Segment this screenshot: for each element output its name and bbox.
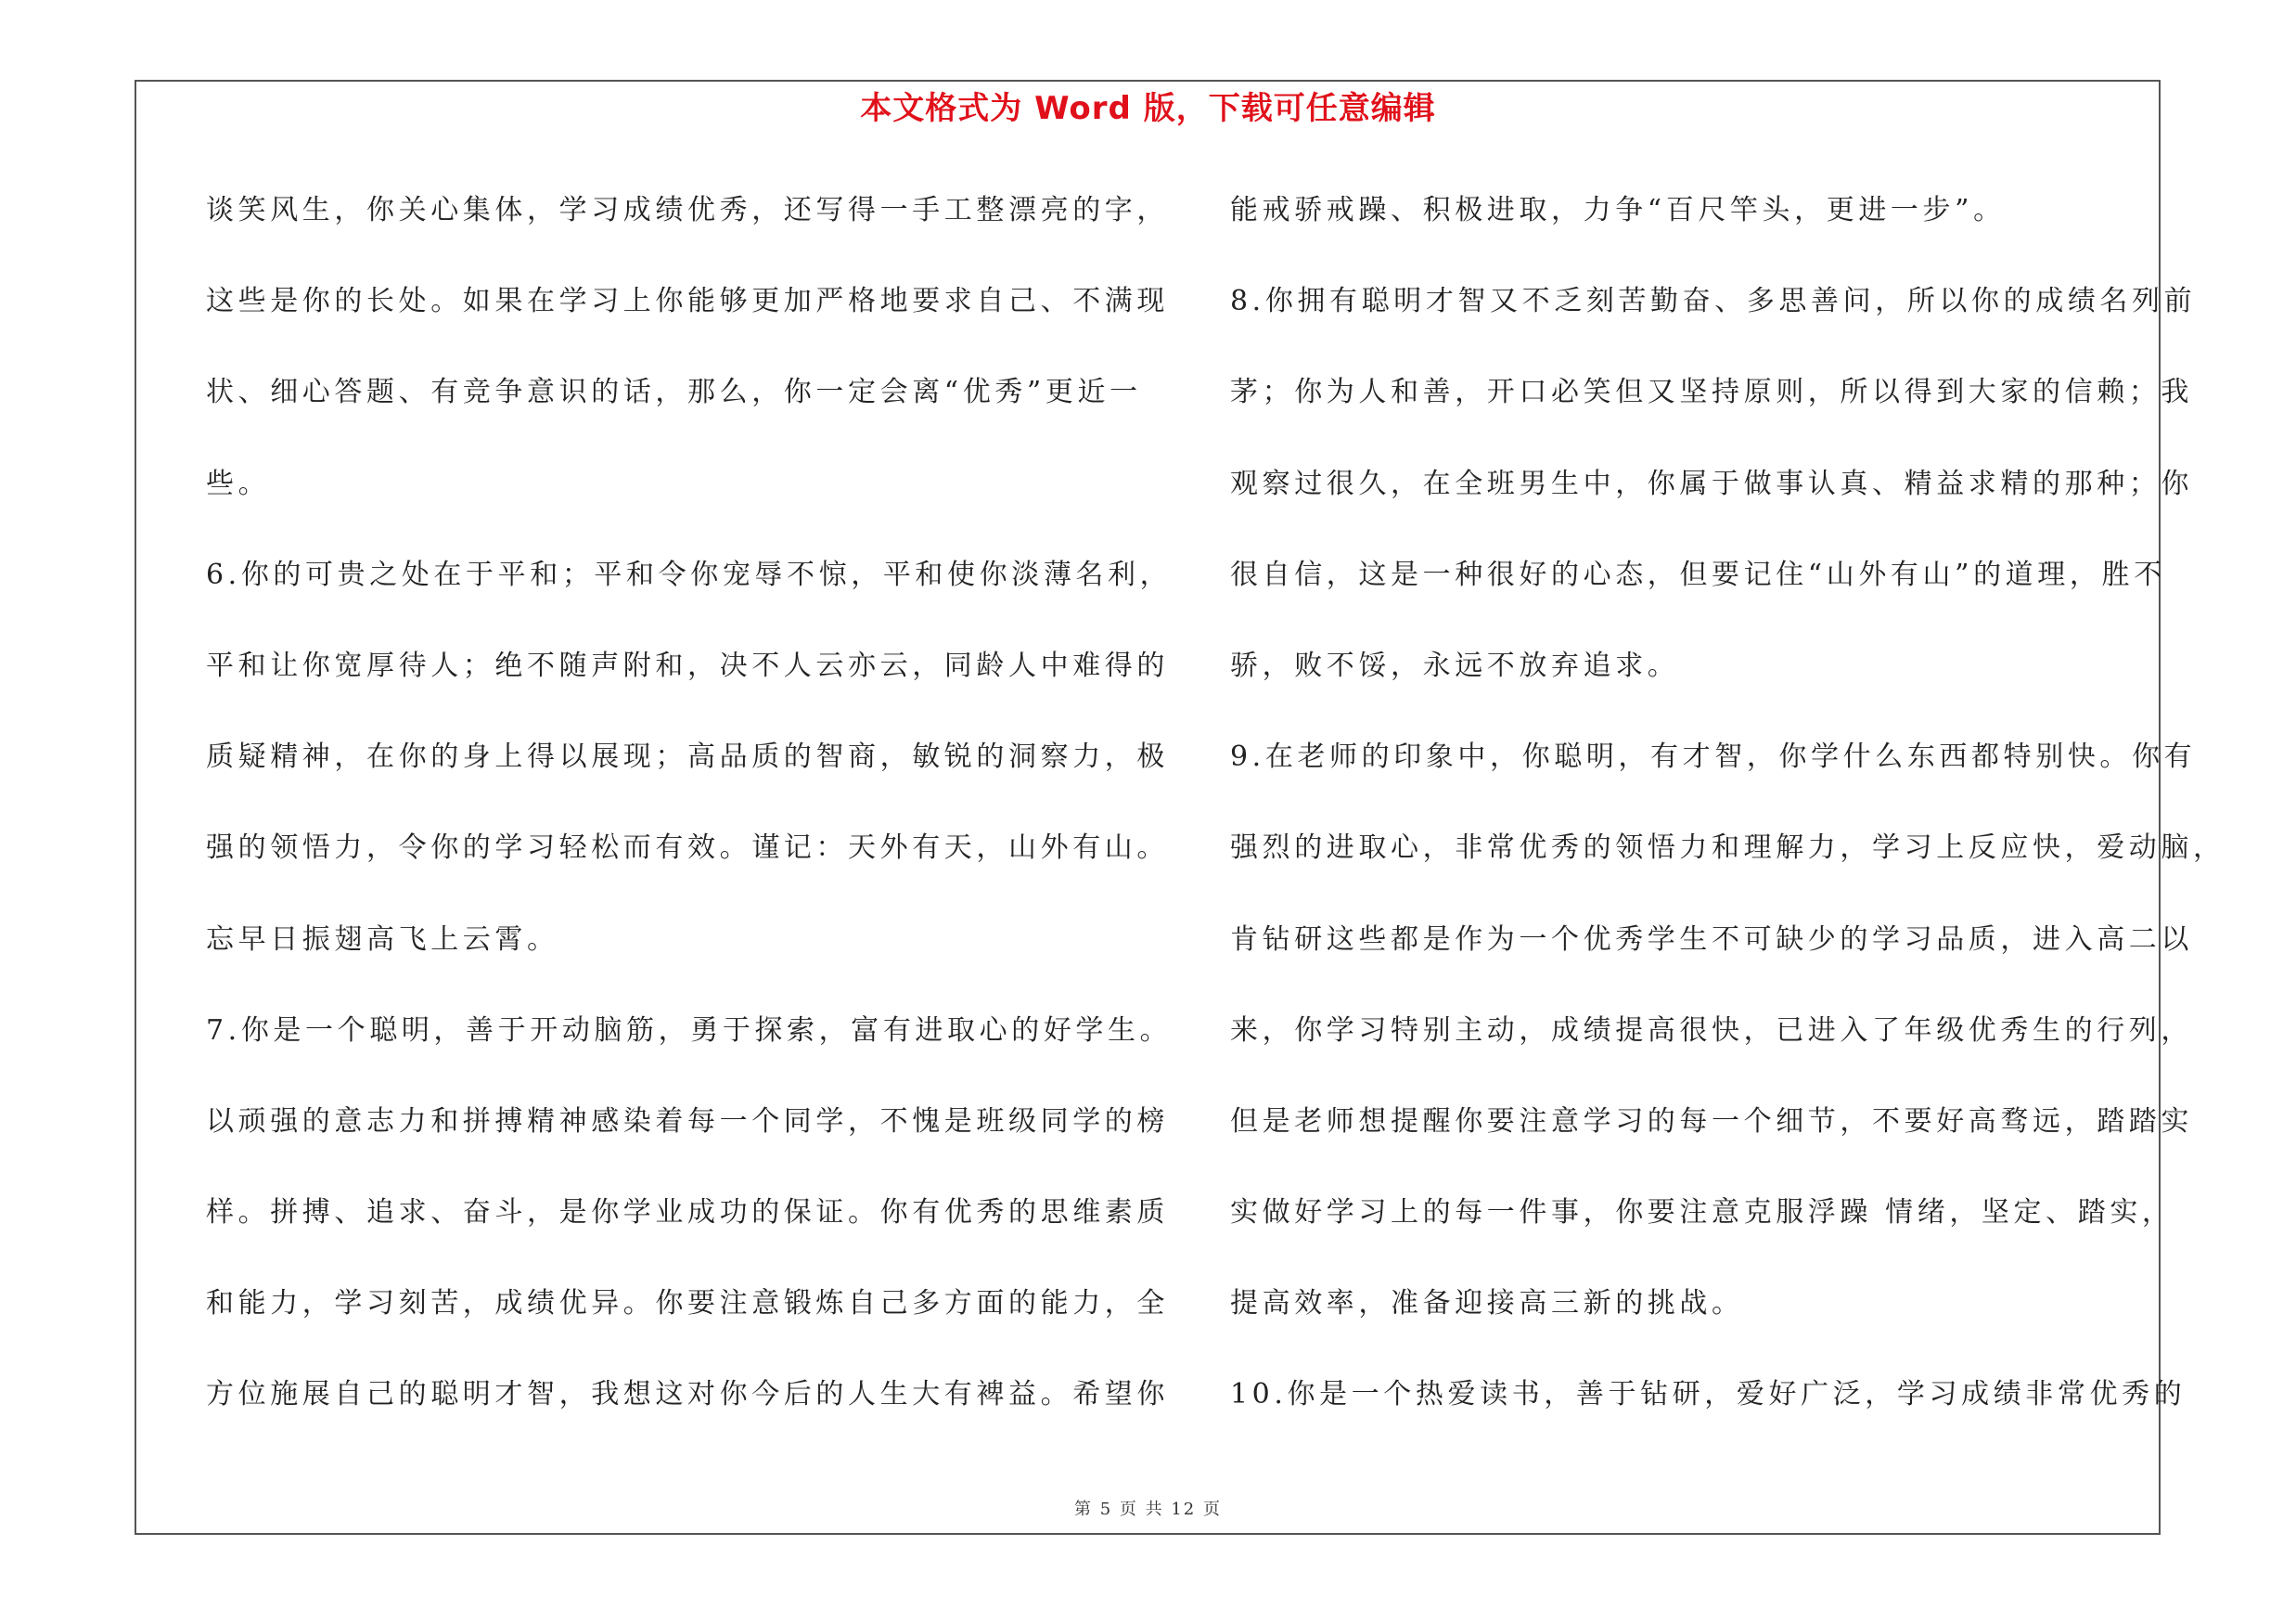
right-line: 但是老师想提醒你要注意学习的每一个细节，不要好高骛远，踏踏实 — [1230, 1104, 2193, 1138]
left-line: 这些是你的长处。如果在学习上你能够更加严格地要求自己、不满现 — [206, 285, 1169, 318]
right-line: 强烈的进取心，非常优秀的领悟力和理解力，学习上反应快，爱动脑， — [1230, 831, 2225, 865]
right-line: 实做好学习上的每一件事，你要注意克服浮躁 情绪，坚定、踏实， — [1230, 1196, 2174, 1230]
left-line: 些。 — [206, 467, 271, 500]
right-line: 10.你是一个热爱读书，善于钻研，爱好广泛，学习成绩非常优秀的 — [1230, 1378, 2187, 1411]
right-line: 能戒骄戒躁、积极进取，力争“百尺竿头，更进一步”。 — [1230, 194, 2006, 226]
left-line: 6.你的可贵之处在于平和；平和令你宠辱不惊，平和使你淡薄名利， — [206, 558, 1173, 591]
left-line: 以顽强的意志力和拼搏精神感染着每一个同学，不愧是班级同学的榜 — [206, 1104, 1169, 1138]
right-line: 茅；你为人和善，开口必笑但又坚持原则，所以得到大家的信赖；我 — [1230, 376, 2193, 409]
right-line: 来，你学习特别主动，成绩提高很快，已进入了年级优秀生的行列， — [1230, 1013, 2193, 1047]
left-line: 状、细心答题、有竞争意识的话，那么，你一定会离“优秀”更近一 — [206, 376, 1142, 409]
left-line: 方位施展自己的聪明才智，我想这对你今后的人生大有裨益。希望你 — [206, 1378, 1169, 1411]
left-line: 样。拼搏、追求、奋斗，是你学业成功的保证。你有优秀的思维素质 — [206, 1196, 1169, 1230]
right-line: 骄，败不馁，永远不放弃追求。 — [1230, 649, 1680, 682]
left-column — [206, 184, 1173, 1460]
left-line: 谈笑风生，你关心集体，学习成绩优秀，还写得一手工整漂亮的字， — [206, 194, 1169, 226]
left-line: 和能力，学习刻苦，成绩优异。你要注意锻炼自己多方面的能力，全 — [206, 1287, 1169, 1320]
right-line: 很自信，这是一种很好的心态，但要记住“山外有山”的道理，胜不 — [1230, 558, 2166, 591]
right-line: 9.在老师的印象中，你聪明，有才智，你学什么东西都特别快。你有 — [1230, 741, 2197, 774]
right-line: 肯钻研这些都是作为一个优秀学生不可缺少的学习品质，进入高二以 — [1230, 922, 2193, 956]
right-line: 8.你拥有聪明才智又不乏刻苦勤奋、多思善问，所以你的成绩名列前 — [1230, 285, 2197, 318]
left-line: 平和让你宽厚待人；绝不随声附和，决不人云亦云，同龄人中难得的 — [206, 649, 1169, 682]
right-line: 提高效率，准备迎接高三新的挑战。 — [1230, 1287, 1744, 1320]
right-line: 观察过很久，在全班男生中，你属于做事认真、精益求精的那种；你 — [1230, 467, 2193, 500]
format-banner: 本文格式为 Word 版，下载可任意编辑 — [860, 90, 1436, 127]
left-line: 7.你是一个聪明，善于开动脑筋，勇于探索，富有进取心的好学生。 — [206, 1013, 1173, 1047]
left-line: 质疑精神，在你的身上得以展现；高品质的智商，敏锐的洞察力，极 — [206, 741, 1169, 774]
left-line: 忘早日振翅高飞上云霄。 — [206, 922, 559, 956]
page-number-footer: 第 5 页 共 12 页 — [1074, 1500, 1222, 1519]
right-column — [1230, 184, 2225, 1460]
left-line: 强的领悟力，令你的学习轻松而有效。谨记：天外有天，山外有山。 — [206, 831, 1169, 865]
